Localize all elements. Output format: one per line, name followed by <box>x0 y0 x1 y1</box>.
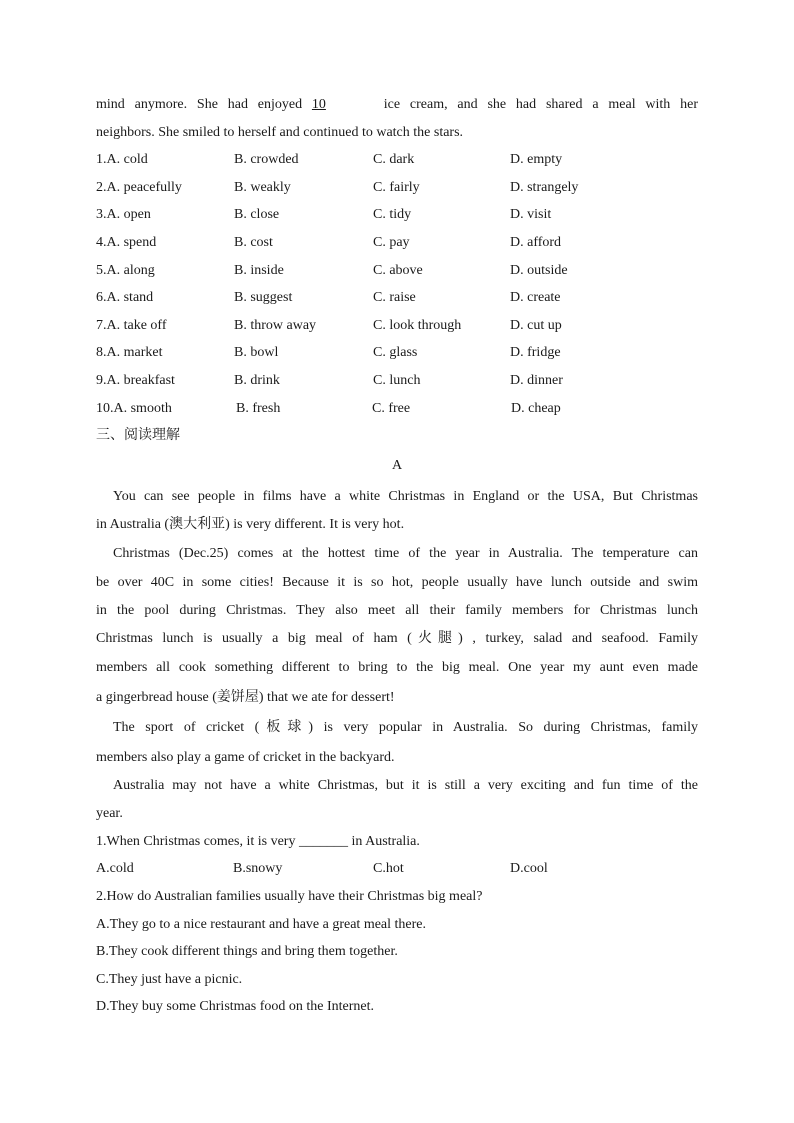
option-a: 1.A. cold <box>96 152 148 168</box>
option-a: 7.A. take off <box>96 317 167 333</box>
option-a: 5.A. along <box>96 262 155 278</box>
option-b: B. throw away <box>234 317 317 333</box>
passage-text: ice cream, and she had shared a meal with her <box>373 97 698 112</box>
option-c: C. free <box>372 400 411 416</box>
option-d: D. visit <box>510 207 552 223</box>
paragraph-line: You can see people in films have a white Christmas in England or the USA, But Christmas <box>113 488 698 504</box>
option-c: C. above <box>373 262 423 278</box>
option-d: D. dinner <box>510 372 563 388</box>
paragraph-line: members all cook something different to bring to the big meal. One year my aunt even made <box>96 660 698 676</box>
option-a: 4.A. spend <box>96 234 157 250</box>
option-row <box>96 229 698 257</box>
option-a: 2.A. peacefully <box>96 179 182 195</box>
option-a: 10.A. smooth <box>96 400 172 416</box>
paragraph-line: Christmas lunch is usually a big meal of ham (火腿) , turkey, salad and seafood. Family <box>96 631 698 647</box>
option-row <box>96 367 698 395</box>
option-row <box>96 312 698 340</box>
document-page <box>96 91 698 1021</box>
blank-10: 10 <box>311 97 326 112</box>
option-d: D. fridge <box>510 345 561 361</box>
passage-line <box>96 91 698 119</box>
option-b: B. suggest <box>234 290 293 306</box>
option-c: C. raise <box>373 290 416 306</box>
option-d: D.cool <box>510 861 548 877</box>
option-b: B. close <box>234 207 280 223</box>
option-b: B. drink <box>234 372 280 388</box>
section-title: 三、阅读理解 <box>96 428 180 444</box>
option-d: D. empty <box>510 152 563 168</box>
cloze-options <box>96 146 698 422</box>
option-a: 6.A. stand <box>96 290 154 306</box>
option-b: B. weakly <box>234 179 291 195</box>
option-b: B.snowy <box>233 861 283 877</box>
passage-label: A <box>391 457 403 473</box>
option-a: 8.A. market <box>96 345 163 361</box>
option-row <box>96 174 698 202</box>
option-row <box>96 395 698 423</box>
paragraph-line: in the pool during Christmas. They also meet all their family members for Christmas lunch <box>96 602 698 618</box>
option-c: C.hot <box>373 861 404 877</box>
option-d: D. strangely <box>510 179 579 195</box>
paragraph-line: Australia may not have a white Christmas, but it is still a very exciting and fun time of the <box>113 777 698 793</box>
question-1: 1.When Christmas comes, it is very _______ in Australia. <box>96 833 420 849</box>
passage-text: mind anymore. She had enjoyed <box>96 97 312 112</box>
option-row <box>96 201 698 229</box>
option-c: C. pay <box>373 234 410 250</box>
option-d: D. afford <box>510 234 562 250</box>
option-c: C. glass <box>373 345 418 361</box>
option-c: C. look through <box>373 317 462 333</box>
paragraph-line: The sport of cricket (板球) is very popular in Australia. So during Christmas, family <box>113 719 698 735</box>
option-d: D. outside <box>510 262 568 278</box>
option-b: B. fresh <box>236 400 281 416</box>
option-row <box>96 284 698 312</box>
paragraph-line: be over 40C in some cities! Because it is so hot, people usually have lunch outside and swim <box>96 574 698 590</box>
option-b: B. bowl <box>234 345 279 361</box>
option-b: B. crowded <box>234 152 299 168</box>
option-a: 3.A. open <box>96 207 151 223</box>
option-c: C.They just have a picnic. <box>96 971 243 987</box>
option-b: B.They cook different things and bring them together. <box>96 944 398 960</box>
option-b: B. cost <box>234 234 273 250</box>
passage-line: neighbors. She smiled to herself and continued to watch the stars. <box>96 124 464 140</box>
option-d: D.They buy some Christmas food on the Internet. <box>96 999 375 1015</box>
option-row <box>96 146 698 174</box>
option-c: C. fairly <box>373 179 420 195</box>
question-2: 2.How do Australian families usually have their Christmas big meal? <box>96 889 483 905</box>
paragraph-line: Christmas (Dec.25) comes at the hottest time of the year in Australia. The temperature can <box>113 546 698 562</box>
option-a: A.They go to a nice restaurant and have a great meal there. <box>96 916 427 932</box>
option-a: A.cold <box>96 861 134 877</box>
option-d: D. cheap <box>511 400 561 416</box>
option-row <box>96 257 698 285</box>
option-b: B. inside <box>234 262 284 278</box>
option-d: D. cut up <box>510 317 562 333</box>
paragraph-line: members also play a game of cricket in the backyard. <box>96 749 395 765</box>
paragraph-line: year. <box>96 806 123 822</box>
question-1-options <box>96 855 698 883</box>
paragraph-line: in Australia (澳大利亚) is very different. It is very hot. <box>96 517 405 533</box>
option-d: D. create <box>510 290 561 306</box>
option-row <box>96 339 698 367</box>
option-c: C. dark <box>373 152 415 168</box>
option-a: 9.A. breakfast <box>96 372 175 388</box>
paragraph-line: a gingerbread house (姜饼屋) that we ate for dessert! <box>96 689 395 705</box>
option-c: C. tidy <box>373 207 412 223</box>
option-c: C. lunch <box>373 372 421 388</box>
